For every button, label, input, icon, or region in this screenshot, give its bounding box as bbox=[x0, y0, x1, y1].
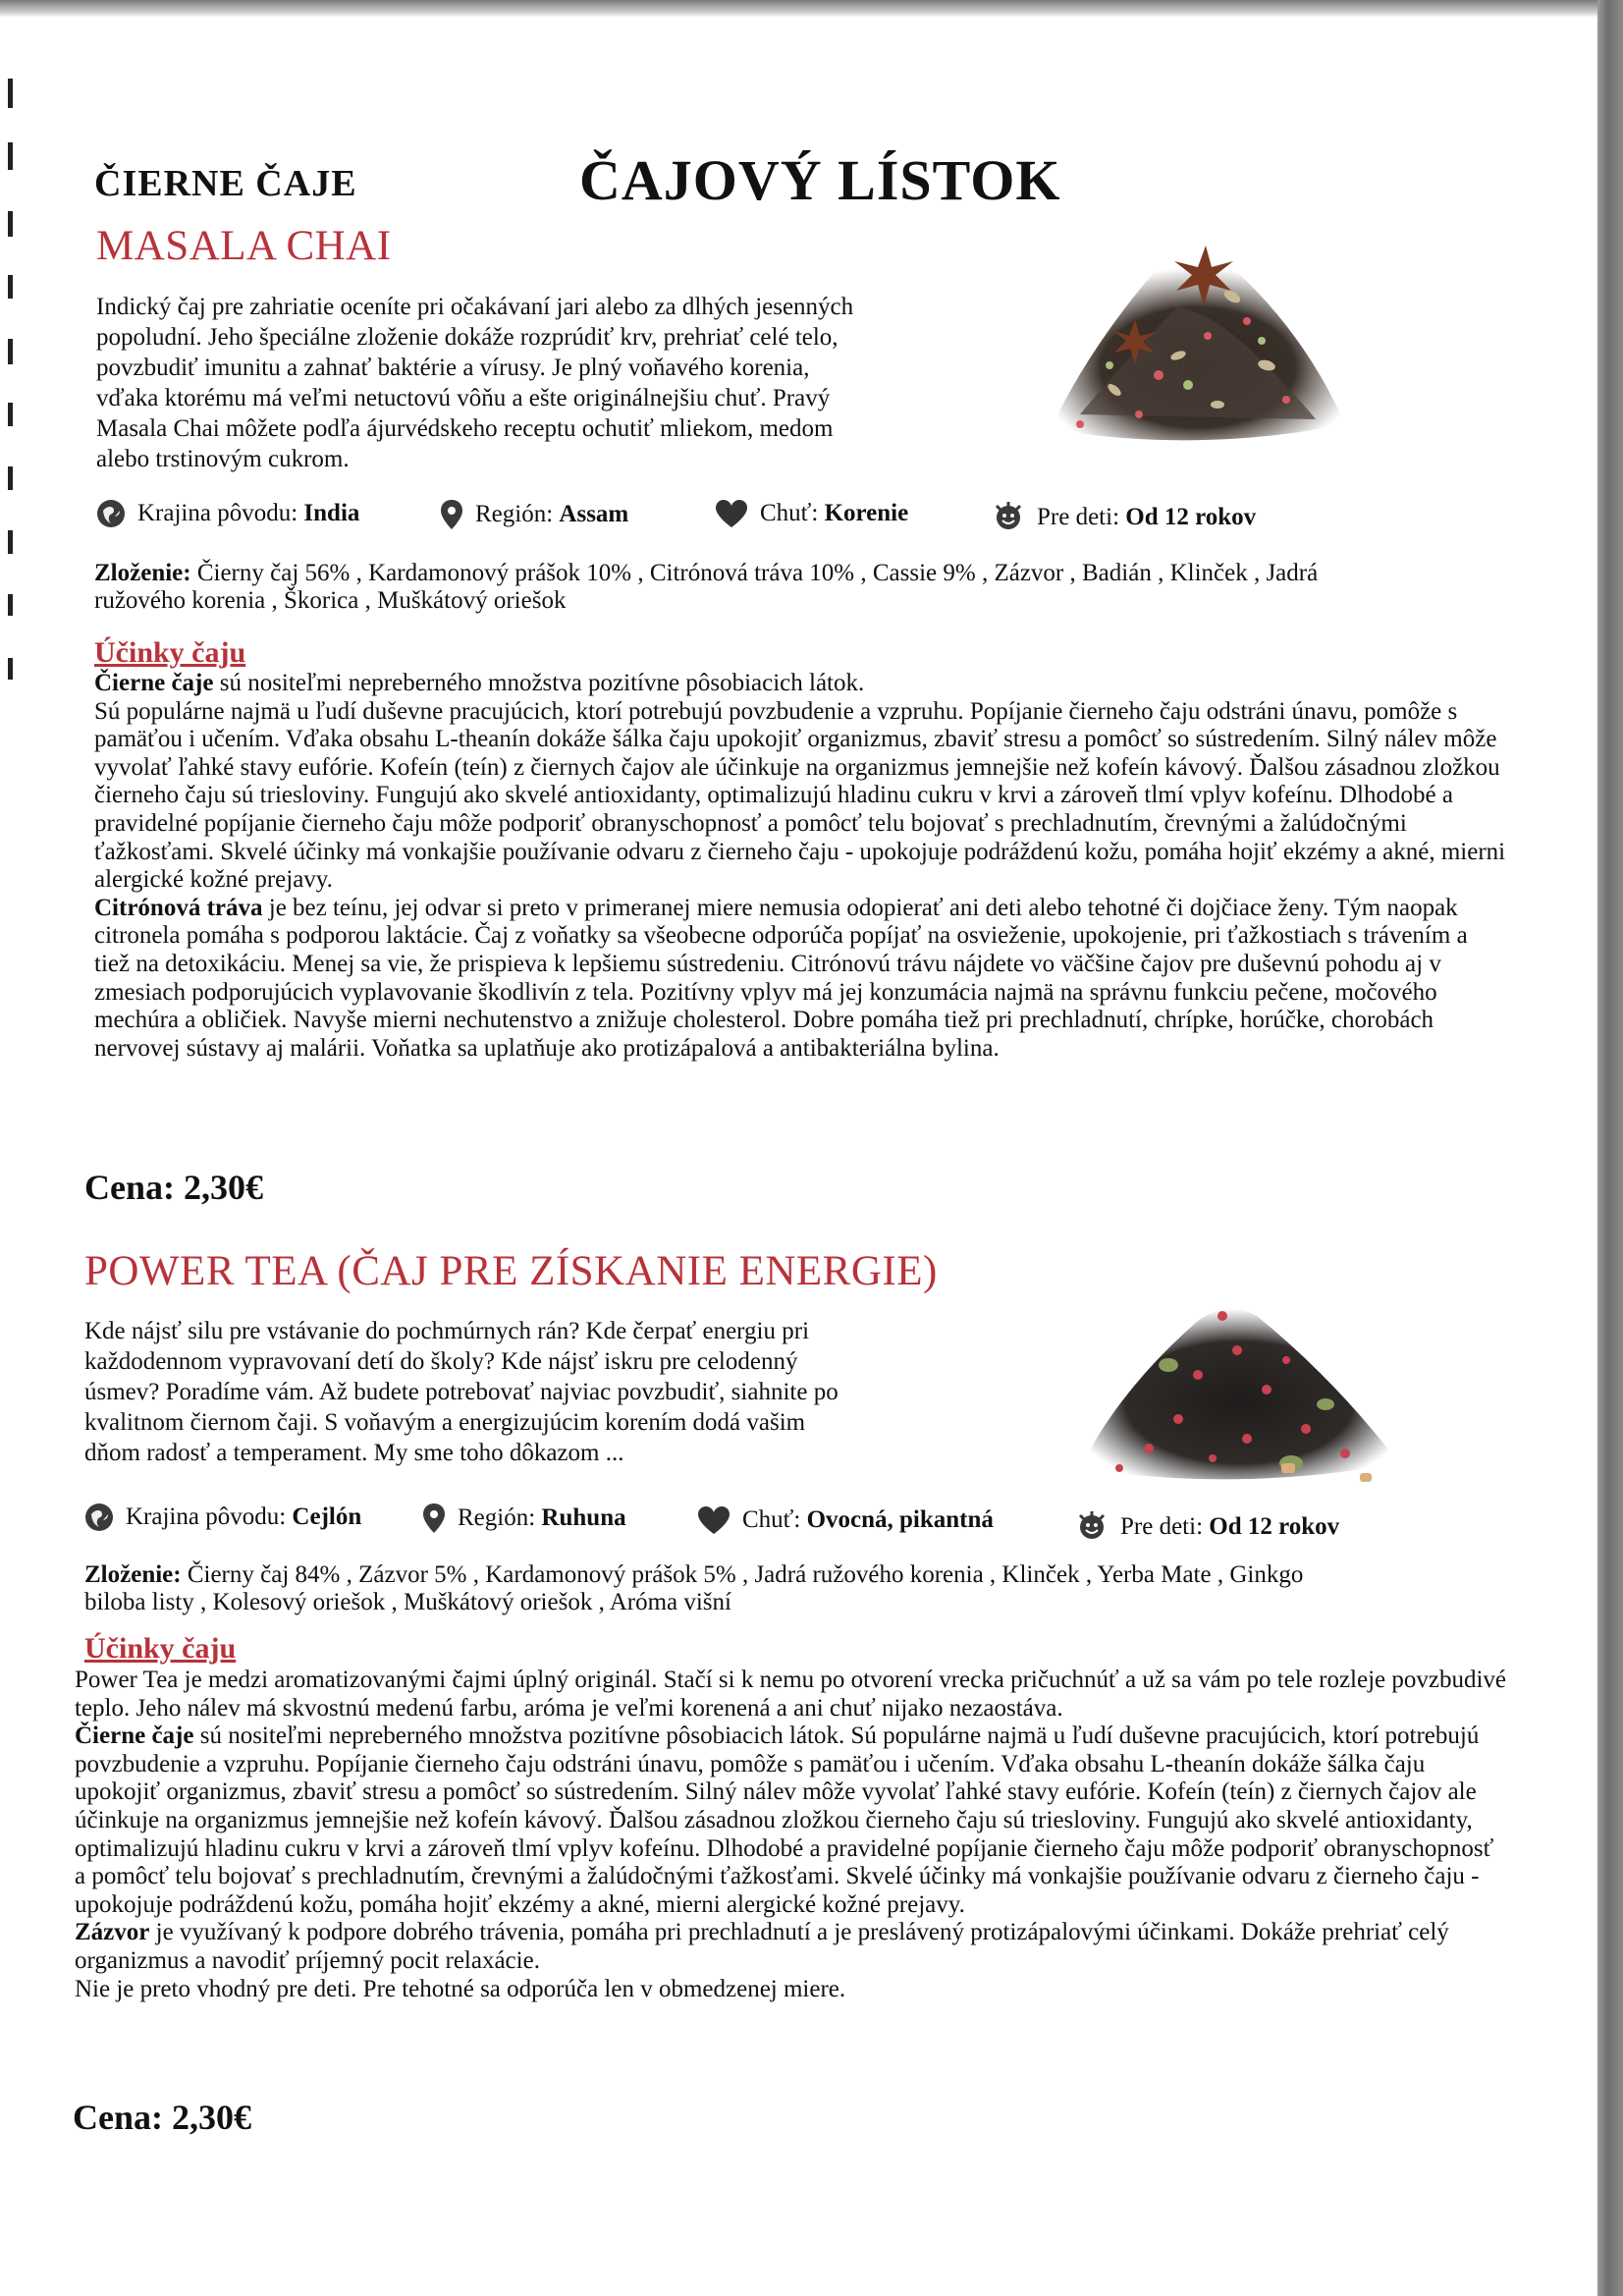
origin-value: Cejlón bbox=[292, 1503, 362, 1530]
kids-value: Od 12 rokov bbox=[1125, 504, 1257, 530]
tea-name: MASALA CHAI bbox=[96, 223, 392, 269]
child-face-icon bbox=[992, 501, 1025, 534]
composition-label: Zloženie: bbox=[84, 1561, 182, 1588]
description-line: dňom radosť a temperament. My sme toho dôkazom ... bbox=[84, 1440, 624, 1466]
taste-value: Ovocná, pikantná bbox=[806, 1506, 994, 1533]
page-title: ČAJOVÝ LÍSTOK bbox=[579, 148, 1061, 212]
description-line: kvalitnom čiernom čaji. S voňavým a energizujúcim korením dodá vašim bbox=[84, 1409, 806, 1436]
info-taste bbox=[697, 1505, 994, 1535]
tea-description bbox=[84, 1316, 968, 1468]
effects-paragraph: je bez teínu, jej odvar si preto v primeranej miere nemusia odopierať ani deti alebo tehotné či dojčiace ženy. Tým naopak citronela pomáha s podporou laktácie. Čaj z voňatky sa všeobecne odporúča popíjať na osvieženie, upokojenie, pri ťažkostiach s trávením a tiež na detoxikáciu. Menej sa vie, že prispieva k lepšiemu sústredeniu. Citrónovú trávu nájdete vo väčšine čajov pre duševnú pohodu aj v zmesiach podporujúcich vyplavovanie škodlivín z tela. Pozitívny vplyv má jej konzumácia najmä na správnu funkciu pečene, močového mechúra a obličiek. Navyše mierni nechutenstvo a znižuje cholesterol. Dobre pomáha tiež pri prechladnutí, chrípke, horúčke, chorobách nervovej sústavy aj malárii. Voňatka sa uplatňuje ako protizápalová a antibakteriálna bylina. bbox=[94, 894, 1468, 1062]
description-line: každodennom vypravovaní detí do školy? Kde nájsť iskru pre celodenný bbox=[84, 1348, 798, 1375]
effects-title: Účinky čaju bbox=[84, 1632, 237, 1665]
heart-icon bbox=[697, 1505, 730, 1535]
effects-bold: Zázvor bbox=[75, 1919, 150, 1946]
child-face-icon bbox=[1075, 1510, 1109, 1544]
description-line: vďaka ktorému má veľmi netuctovú vôňu a ešte originálnejšiu chuť. Pravý bbox=[96, 385, 831, 411]
description-line: popoludní. Jeho špeciálne zloženie dokáže rozprúdiť krv, prehriať celé telo, bbox=[96, 324, 839, 351]
composition bbox=[84, 1561, 1518, 1616]
info-kids bbox=[1075, 1510, 1339, 1544]
composition-text: Čierny čaj 84% , Zázvor 5% , Kardamonový prášok 5% , Jadrá ružového korenia , Klinček , Yerba Mate , Ginkgo bbox=[187, 1561, 1304, 1588]
description-line: Indický čaj pre zahriatie oceníte pri očakávaní jari alebo za dlhých jesenných bbox=[96, 294, 854, 320]
effects-paragraph: sú nositeľmi nepreberného množstva pozitívne pôsobiacich látok. Sú populárne najmä u ľudí duševne pracujúcich, ktorí potrebujú povzbudenie a vzpruhu. Popíjanie čierneho čaju odstráni únavu, pomôže s pamäťou i učením. Vďaka obsahu L-theanín dokáže šálka čaju upokojiť organizmus, zbaviť stresu a pomôcť so sústredením. Silný nálev môže vyvolať ľahké stavy eufórie. Kofeín (teín) z čiernych čajov ale účinkuje na organizmus jemnejšie než kofeín kávový. Ďalšou zásadnou zložkou čierneho čaju sú triesloviny. Fungujú ako skvelé antioxidanty, optimalizujú hladinu cukru v krvi a zároveň tlmí vplyv kofeínu. Dlhodobé a pravidelné popíjanie čierneho čaju môže podporiť obranyschopnosť a pomôcť telu bojovať s prechladnutím, črevnými a žalúdočnými ťažkosťami. Skvelé účinky má vonkajšie používanie odvaru z čierneho čaju - upokojuje podráždenú kožu, pomáha hojiť ekzémy a akné, mierni alergické kožné prejavy. bbox=[75, 1722, 1494, 1918]
effects-paragraph: sú nositeľmi nepreberného množstva pozitívne pôsobiacich látok. bbox=[213, 670, 865, 696]
region-label: Región: bbox=[458, 1504, 536, 1531]
effects-bold: Čierne čaje bbox=[94, 670, 214, 696]
composition-text: ružového korenia , Škorica , Muškátový oriešok bbox=[94, 587, 567, 614]
description-line: alebo trstinovým cukrom. bbox=[96, 446, 350, 472]
region-value: Ruhuna bbox=[541, 1504, 626, 1531]
scan-edge-right bbox=[1597, 0, 1623, 2296]
kids-value: Od 12 rokov bbox=[1209, 1513, 1340, 1540]
tea-name: POWER TEA (ČAJ PRE ZÍSKANIE ENERGIE) bbox=[84, 1248, 938, 1294]
info-region bbox=[422, 1503, 626, 1534]
effects-paragraph: Power Tea je medzi aromatizovanými čajmi úplný originál. Stačí si k nemu po otvorení vrecka pričuchnúť a už sa vám po tele rozleje povzbudivé teplo. Jeho nálev má skvostnú medenú farbu, aróma je veľmi korenená a ani chuť nijako nezaostáva. bbox=[75, 1667, 1507, 1722]
kids-label: Pre deti: bbox=[1037, 504, 1120, 530]
effects-paragraph: Nie je preto vhodný pre deti. Pre tehotné sa odporúča len v obmedzenej miere. bbox=[75, 1975, 846, 2002]
composition bbox=[94, 560, 1508, 615]
category-heading: ČIERNE ČAJE bbox=[94, 163, 357, 204]
info-kids bbox=[992, 501, 1256, 534]
effects-bold: Citrónová tráva bbox=[94, 894, 263, 921]
price: Cena: 2,30€ bbox=[73, 2098, 251, 2137]
taste-value: Korenie bbox=[824, 500, 909, 526]
tea-description bbox=[96, 292, 980, 474]
taste-label: Chuť: bbox=[742, 1506, 801, 1533]
origin-label: Krajina pôvodu: bbox=[126, 1503, 287, 1530]
composition-text: Čierny čaj 56% , Kardamonový prášok 10% , Citrónová tráva 10% , Cassie 9% , Zázvor , Badián , Klinček , Jadrá bbox=[196, 560, 1319, 586]
description-line: Masala Chai môžete podľa ájurvédskeho receptu ochutiť mliekom, medom bbox=[96, 415, 834, 442]
description-line: úsmev? Poradíme vám. Až budete potrebovať najviac povzbudiť, siahnite po bbox=[84, 1379, 839, 1405]
effects-text bbox=[94, 670, 1508, 1063]
region-value: Assam bbox=[559, 501, 629, 527]
info-taste bbox=[715, 499, 908, 528]
composition-text: biloba listy , Kolesový oriešok , Muškátový oriešok , Aróma višní bbox=[84, 1589, 731, 1615]
effects-bold: Čierne čaje bbox=[75, 1722, 194, 1750]
taste-label: Chuť: bbox=[760, 500, 819, 526]
info-origin bbox=[84, 1503, 361, 1532]
effects-text bbox=[75, 1667, 1508, 2003]
globe-icon bbox=[96, 499, 126, 528]
masala-chai-tea-image bbox=[1021, 228, 1365, 449]
info-region bbox=[440, 499, 628, 530]
description-line: Kde nájsť silu pre vstávanie do pochmúrnych rán? Kde čerpať energiu pri bbox=[84, 1318, 810, 1344]
description-line: povzbudiť imunitu a zahnať baktérie a vírusy. Je plný voňavého korenia, bbox=[96, 355, 810, 381]
heart-icon bbox=[715, 499, 748, 528]
effects-paragraph: je využívaný k podpore dobrého trávenia, pomáha pri prechladnutí a je preslávený protizápalovými účinkami. Dokáže prehriať celý organizmus a navodiť príjemný pocit relaxácie. bbox=[75, 1919, 1449, 1974]
price: Cena: 2,30€ bbox=[84, 1168, 263, 1207]
composition-label: Zloženie: bbox=[94, 560, 191, 586]
kids-label: Pre deti: bbox=[1120, 1513, 1204, 1540]
effects-title: Účinky čaju bbox=[94, 636, 246, 669]
region-label: Región: bbox=[475, 501, 554, 527]
effects-paragraph: Sú populárne najmä u ľudí duševne pracujúcich, ktorí potrebujú povzbudenie a vzpruhu. Popíjanie čierneho čaju odstráni únavu, pomôže s pamäťou i učením. Vďaka obsahu L-theanín dokáže šálka čaju upokojiť organizmus, zbaviť stresu a pomôcť so sústredením. Silný nálev môže vyvolať ľahké stavy eufórie. Kofeín (teín) z čiernych čajov ale účinkuje na organizmus jemnejšie než kofeín kávový. Ďalšou zásadnou zložkou čierneho čaju sú triesloviny. Fungujú ako skvelé antioxidanty, optimalizujú hladinu cukru v krvi a zároveň tlmí vplyv kofeínu. Dlhodobé a pravidelné popíjanie čierneho čaju môže podporiť obranyschopnosť a pomôcť telu bojovať s prechladnutím, črevnými a žalúdočnými ťažkosťami. Skvelé účinky má vonkajšie používanie odvaru z čierneho čaju - upokojuje podráždenú kožu, pomáha hojiť ekzémy a akné, mierni alergické kožné prejavy. bbox=[94, 697, 1506, 894]
origin-value: India bbox=[303, 500, 360, 526]
power-tea-image bbox=[1060, 1282, 1414, 1493]
location-pin-icon bbox=[440, 499, 463, 530]
location-pin-icon bbox=[422, 1503, 446, 1534]
origin-label: Krajina pôvodu: bbox=[137, 500, 298, 526]
info-origin bbox=[96, 499, 359, 528]
globe-icon bbox=[84, 1503, 114, 1532]
